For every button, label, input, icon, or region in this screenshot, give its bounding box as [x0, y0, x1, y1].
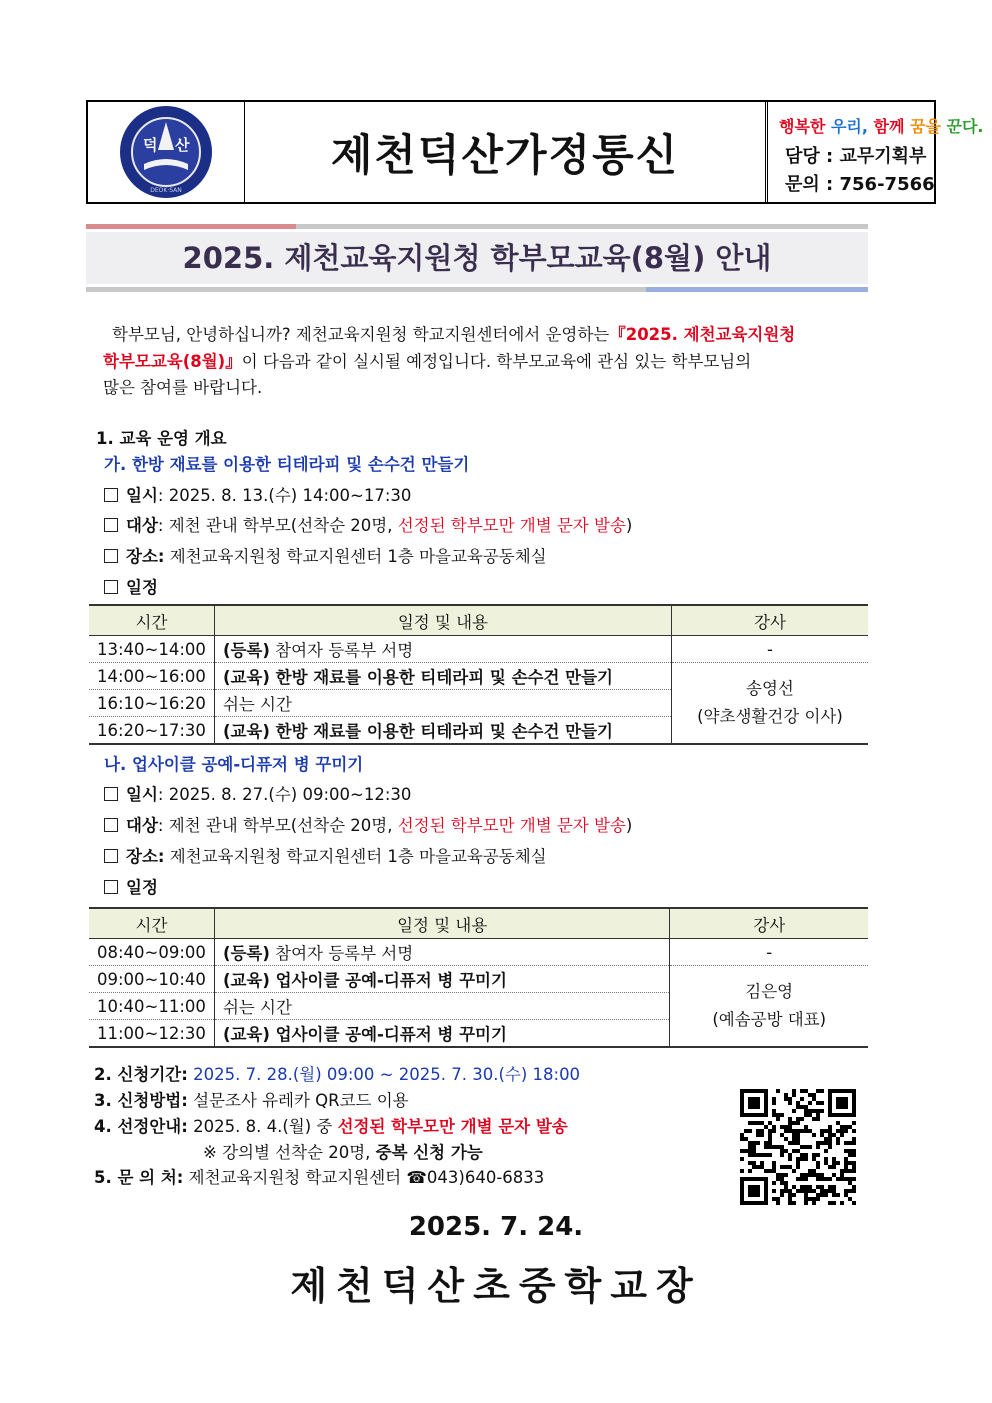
header-box [86, 100, 984, 204]
row-lecturer: - [671, 636, 868, 663]
lecturer-cell [671, 663, 868, 745]
newsletter-title: 제천덕산가정통신 [330, 130, 680, 181]
row-content: (등록) 참여자 등록부 서명 [214, 636, 671, 663]
slogan-word: 행복한 [779, 117, 831, 136]
lecturer-title: (약초생활건강 이사) [697, 707, 843, 726]
schedule-table-a [89, 604, 868, 745]
intro-line-3: 많은 참여를 바랍니다. [103, 378, 263, 397]
info-period: 2. 신청기간: 2025. 7. 28.(월) 09:00 ~ 2025. 7. 30.(수) 18:00 [94, 1065, 581, 1084]
row-content: (교육) 한방 재료를 이용한 티테라피 및 손수건 만들기 [214, 663, 671, 690]
title-banner [86, 224, 868, 294]
col-header-time: 시간 [89, 605, 214, 636]
issue-date: 2025. 7. 24. [408, 1212, 584, 1242]
row-content: 쉬는 시간 [214, 993, 670, 1020]
info-contact: 5. 문 의 처: 제천교육지원청 학교지원센터 ☎043)640-6833 [94, 1168, 545, 1187]
banner-title: 2025. 제천교육지원청 학부모교육(8월) 안내 [182, 241, 772, 275]
row-content: (교육) 업사이클 공예-디퓨저 병 꾸미기 [214, 966, 670, 993]
slogan-word: 꾼다. [946, 117, 984, 136]
row-time: 13:40~14:00 [89, 636, 214, 663]
checkbox-icon [104, 488, 118, 502]
col-header-lecturer: 강사 [671, 605, 868, 636]
checkbox-icon [104, 880, 118, 894]
col-header-content: 일정 및 내용 [214, 605, 671, 636]
logo-ring-text: DEOK·SAN [150, 187, 182, 194]
slogan-word: 우리, [830, 117, 874, 136]
logo-text-left: 덕 [143, 136, 158, 154]
principal-signature: 제천덕산초중학교장 [290, 1264, 702, 1308]
intro-text-2: 이 다음과 같이 실시될 예정입니다. 학부모교육에 관심 있는 학부모님의 [241, 352, 752, 371]
checkbox-icon [104, 549, 118, 563]
table-row [89, 636, 868, 663]
intro-highlight: 『2025. 제천교육지원청 [609, 325, 796, 344]
program-a-target: 대상: 제천 관내 학부모(선착순 20명, 선정된 학부모만 개별 문자 발송) [104, 512, 632, 536]
program-b-title: 나. 업사이클 공예-디퓨저 병 꾸미기 [104, 755, 364, 774]
qr-code-icon[interactable] [740, 1089, 856, 1205]
program-a-place: 장소: 제천교육지원청 학교지원센터 1층 마을교육공동체실 [104, 543, 547, 567]
col-header-time: 시간 [89, 908, 214, 939]
program-b-schedule-label: 일정 [104, 874, 158, 898]
contact-cell [769, 102, 984, 202]
row-time: 10:40~11:00 [89, 993, 214, 1020]
intro-highlight-2: 학부모교육(8월)』 [103, 352, 242, 371]
lecturer-title: (예솜공방 대표) [712, 1010, 827, 1029]
school-logo [88, 102, 244, 202]
schedule-table-b [89, 907, 868, 1048]
table-row [89, 966, 868, 993]
logo-cell [88, 102, 245, 202]
info-select: 4. 선정안내: 2025. 8. 4.(월) 중 선정된 학부모만 개별 문자 발송 [94, 1117, 568, 1136]
program-b-place: 장소: 제천교육지원청 학교지원센터 1층 마을교육공동체실 [104, 843, 547, 867]
checkbox-icon [104, 518, 118, 532]
intro-line-1 [112, 321, 795, 345]
checkbox-icon [104, 849, 118, 863]
row-time: 08:40~09:00 [89, 939, 214, 966]
logo-text-right: 산 [175, 136, 190, 154]
lecturer-name: 송영선 [746, 679, 794, 698]
col-header-content: 일정 및 내용 [214, 908, 670, 939]
checkbox-icon [104, 787, 118, 801]
intro-text: 학부모님, 안녕하십니까? 제천교육지원청 학교지원센터에서 운영하는 [112, 325, 610, 344]
slogan [779, 114, 983, 137]
lecturer-cell [670, 966, 868, 1048]
row-time: 16:10~16:20 [89, 690, 214, 717]
row-time: 09:00~10:40 [89, 966, 214, 993]
intro-line-2 [103, 348, 751, 372]
row-content: (교육) 업사이클 공예-디퓨저 병 꾸미기 [214, 1020, 670, 1048]
table-row [89, 939, 868, 966]
row-content: (교육) 한방 재료를 이용한 티테라피 및 손수건 만들기 [214, 717, 671, 745]
row-content: 쉬는 시간 [214, 690, 671, 717]
info-method: 3. 신청방법: 설문조사 유레카 QR코드 이용 [94, 1091, 409, 1110]
contact-phone: 문의 : 756-7566 [785, 174, 935, 195]
program-a-date: 일시: 2025. 8. 13.(수) 14:00~17:30 [104, 482, 411, 506]
checkbox-icon [104, 580, 118, 594]
slogan-word: 함께 [873, 117, 910, 136]
row-content: (등록) 참여자 등록부 서명 [214, 939, 670, 966]
slogan-word: 꿈을 [910, 117, 947, 136]
program-b-target: 대상: 제천 관내 학부모(선착순 20명, 선정된 학부모만 개별 문자 발송) [104, 812, 632, 836]
row-time: 14:00~16:00 [89, 663, 214, 690]
row-time: 11:00~12:30 [89, 1020, 214, 1048]
row-lecturer: - [670, 939, 868, 966]
program-a-title: 가. 한방 재료를 이용한 티테라피 및 손수건 만들기 [104, 455, 470, 474]
program-a-schedule-label: 일정 [104, 574, 158, 598]
section-1-heading: 1. 교육 운영 개요 [96, 429, 227, 448]
contact-dept: 담당 : 교무기획부 [785, 146, 927, 167]
table-row [89, 663, 868, 690]
checkbox-icon [104, 818, 118, 832]
newsletter-title-cell [245, 102, 768, 202]
lecturer-name: 김은영 [745, 982, 794, 1001]
col-header-lecturer: 강사 [670, 908, 868, 939]
row-time: 16:20~17:30 [89, 717, 214, 745]
program-b-date: 일시: 2025. 8. 27.(수) 09:00~12:30 [104, 781, 411, 805]
info-note: ※ 강의별 선착순 20명, 중복 신청 가능 [203, 1143, 483, 1162]
